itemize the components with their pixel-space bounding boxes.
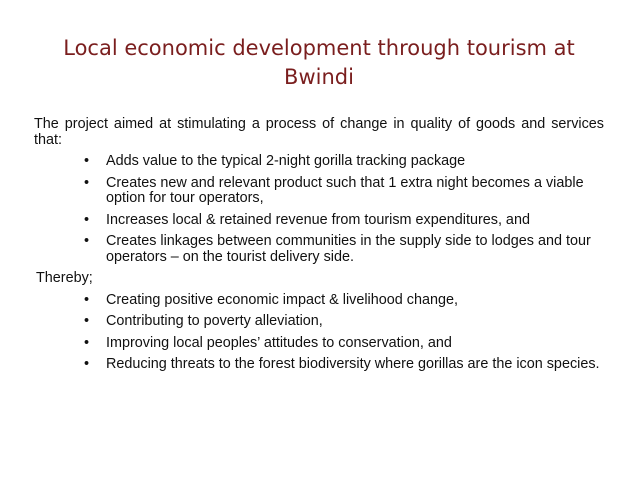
list-item xyxy=(34,213,604,229)
bullet-icon: • xyxy=(84,211,90,228)
list-item-text: Reducing threats to the forest biodiversity where gorillas are the icon species. xyxy=(106,356,600,372)
bullet-icon: • xyxy=(84,233,90,249)
outcomes-list xyxy=(34,293,604,373)
list-item-text: Creating positive economic impact & livelihood change, xyxy=(106,291,458,308)
objectives-list xyxy=(34,154,604,265)
list-item-text: Contributing to poverty alleviation, xyxy=(106,313,323,329)
list-item xyxy=(34,314,604,330)
list-item xyxy=(34,293,604,309)
list-item xyxy=(34,336,604,352)
list-item-text: Creates new and relevant product such that 1 extra night becomes a viable option for tour operators, xyxy=(106,174,584,206)
bullet-icon: • xyxy=(84,291,90,308)
bullet-icon: • xyxy=(84,334,90,351)
list-item xyxy=(34,234,604,265)
thereby-heading: Thereby; xyxy=(36,270,93,286)
slide-body xyxy=(34,117,604,373)
list-item-text: Improving local peoples’ attitudes to conservation, and xyxy=(106,334,452,351)
list-item xyxy=(34,357,604,373)
list-item xyxy=(34,154,604,170)
list-item-text: Adds value to the typical 2-night gorilla tracking package xyxy=(106,153,466,169)
list-item-text: Creates linkages between communities in the supply side to lodges and tour operators – on the tourist delivery side. xyxy=(106,233,591,265)
list-item-text: Increases local & retained revenue from tourism expenditures, and xyxy=(106,211,530,228)
bullet-icon: • xyxy=(84,153,90,169)
bullet-icon: • xyxy=(84,313,90,329)
bullet-icon: • xyxy=(84,356,90,372)
bullet-icon: • xyxy=(84,174,90,191)
intro-paragraph: The project aimed at stimulating a process of change in quality of goods and services that: xyxy=(34,116,604,148)
slide-title: Local economic development through tourism at Bwindi xyxy=(63,36,575,89)
list-item xyxy=(34,176,604,207)
